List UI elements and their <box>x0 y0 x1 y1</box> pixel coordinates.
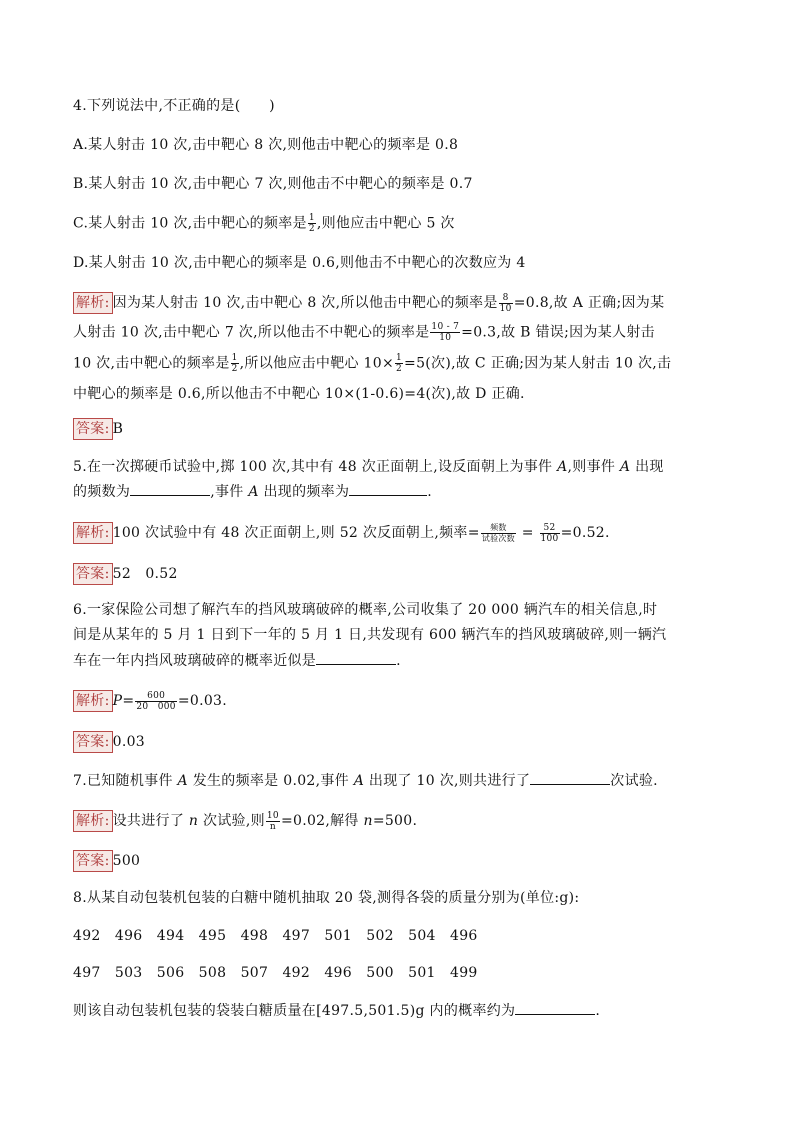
q4-analysis-line-1: 解析: 因为某人射击 10 次,击中靶心 8 次,所以他击中靶心的频率是 $\frac{8}{10}$ =0.8,故 A 正确;因为某 <box>73 292 664 314</box>
q4-answer: 答案: B <box>73 418 123 440</box>
q4-fraction-3-10: $\frac{10 - 7}{10}$ <box>431 322 460 343</box>
answer-tag: 答案: <box>73 850 113 872</box>
answer-tag: 答案: <box>73 563 113 585</box>
q4-fraction-8-10: $\frac{8}{10}$ <box>499 292 512 314</box>
q4-fraction-half-1: $\frac{1}{2}$ <box>231 353 238 374</box>
q4-option-c-fraction: $\frac{1}{2}$ <box>308 213 315 234</box>
q6-answer: 答案: 0.03 <box>73 731 145 753</box>
q4-analysis-line-2: 人射击 10 次,击中靶心 7 次,所以他击不中靶心的频率是 $\frac{10 - 7}{10}$ =0.3,故 B 错误;因为某人射击 <box>73 322 655 343</box>
q8-stem: 8.从某自动包装机包装的白糖中随机抽取 20 袋,测得各袋的质量分别为(单位:g): <box>73 890 580 906</box>
q5-stem-line-2: 的频数为 ,事件 A 出现的频率为 . <box>73 481 432 502</box>
q5-stem-line-1: 5.在一次掷硬币试验中,掷 100 次,其中有 48 次正面朝上,设反面朝上为事件 A,则事件 A 出现 <box>73 459 664 475</box>
q5-fraction-52-100: $\frac{52}{100}$ <box>540 522 559 544</box>
answer-blank[interactable] <box>530 770 610 785</box>
q6-fraction-600-20000: $\frac{600}{20 000}$ <box>136 690 176 712</box>
q4-option-c-text: C.某人射击 10 次,击中靶心的频率是 <box>73 215 307 232</box>
q4-option-b: B.某人射击 10 次,击中靶心 7 次,则他击不中靶心的频率是 0.7 <box>73 176 473 192</box>
q5-fraction-frequency: $\frac{\text{频数}}{\text{试验次数}}$ <box>481 522 515 543</box>
q8-data-row-2: 497 503 506 508 507 492 496 500 501 499 <box>73 965 478 981</box>
q8-question-tail: 则该自动包装机包装的袋装白糖质量在[497.5,501.5)g 内的概率约为 . <box>73 1000 600 1021</box>
q4-analysis-line-4: 中靶心的频率是 0.6,所以他击不中靶心 10×(1-0.6)=4(次),故 D 正确. <box>73 386 525 402</box>
analysis-tag: 解析: <box>73 292 113 314</box>
q8-data-row-1: 492 496 494 495 498 497 501 502 504 496 <box>73 928 478 944</box>
q5-analysis: 解析: 100 次试验中有 48 次正面朝上,则 52 次反面朝上,频率= $\frac{\text{频数}}{\text{试验次数}}$ = $\frac{52}{100}$ =0.52. <box>73 522 610 544</box>
q4-option-c: C.某人射击 10 次,击中靶心的频率是 $\frac{1}{2}$ ,则他应击中靶心 5 次 <box>73 213 455 234</box>
q6-analysis: 解析: P= $\frac{600}{20 000}$ =0.03. <box>73 690 227 712</box>
q4-fraction-half-2: $\frac{1}{2}$ <box>396 353 403 374</box>
q4-option-a: A.某人射击 10 次,击中靶心 8 次,则他击中靶心的频率是 0.8 <box>73 137 459 153</box>
q7-stem: 7.已知随机事件 A 发生的频率是 0.02,事件 A 出现了 10 次,则共进行了 次试验. <box>73 770 658 791</box>
answer-tag: 答案: <box>73 731 113 753</box>
answer-blank[interactable] <box>349 481 427 496</box>
answer-tag: 答案: <box>73 418 113 440</box>
q4-option-d: D.某人射击 10 次,击中靶心的频率是 0.6,则他击不中靶心的次数应为 4 <box>73 255 526 271</box>
q7-fraction-10-n: $\frac{10}{n}$ <box>266 810 279 832</box>
q7-analysis: 解析: 设共进行了 n 次试验,则 $\frac{10}{n}$ =0.02,解得 n=500. <box>73 810 417 832</box>
analysis-tag: 解析: <box>73 522 113 544</box>
q6-stem-line-3: 车在一年内挡风玻璃破碎的概率近似是 . <box>73 650 401 671</box>
q5-answer: 答案: 52 0.52 <box>73 563 178 585</box>
answer-blank[interactable] <box>515 1000 595 1015</box>
q7-answer: 答案: 500 <box>73 850 140 872</box>
q4-stem: 4.下列说法中,不正确的是( ) <box>73 98 275 114</box>
answer-blank[interactable] <box>316 650 396 665</box>
q6-stem-line-2: 间是从某年的 5 月 1 日到下一年的 5 月 1 日,共发现有 600 辆汽车的挡风玻璃破碎,则一辆汽 <box>73 627 667 643</box>
answer-blank[interactable] <box>130 481 210 496</box>
q4-analysis-line-3: 10 次,击中靶心的频率是 $\frac{1}{2}$ ,所以他应击中靶心 10× $\frac{1}{2}$ =5(次),故 C 正确;因为某人射击 10 次,击 <box>73 353 672 374</box>
q6-stem-line-1: 6.一家保险公司想了解汽车的挡风玻璃破碎的概率,公司收集了 20 000 辆汽车的相关信息,时 <box>73 602 658 618</box>
analysis-tag: 解析: <box>73 810 113 832</box>
analysis-tag: 解析: <box>73 690 113 712</box>
